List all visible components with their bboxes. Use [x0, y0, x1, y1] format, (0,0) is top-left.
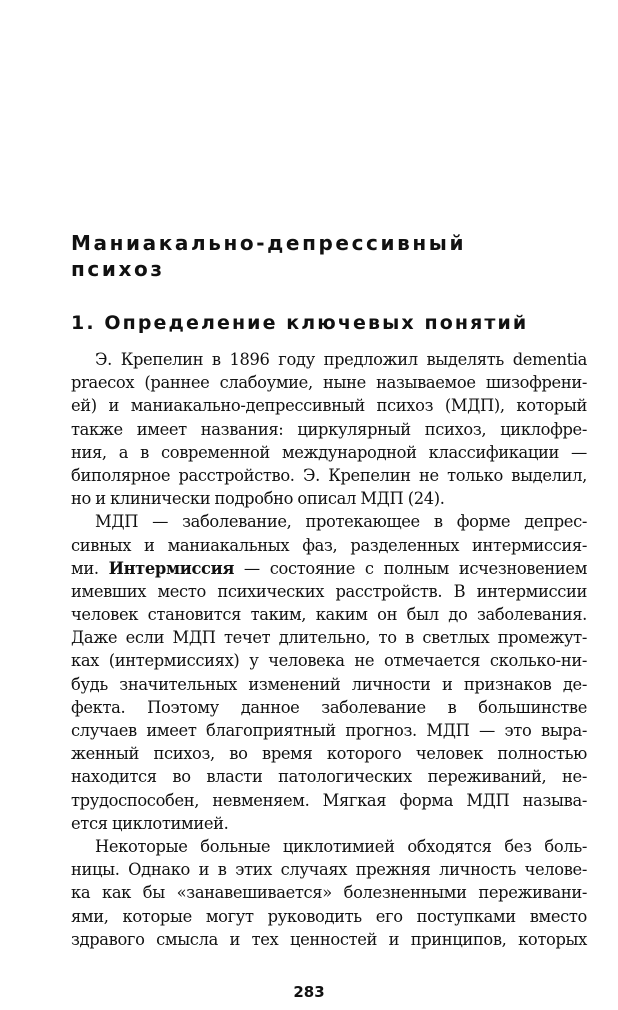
text-line: находится во власти патологических переживаний, не-	[71, 767, 587, 787]
chapter-title	[71, 230, 551, 282]
text-line: МДП — заболевание, протекающее в форме депрес-	[95, 512, 587, 532]
paragraph-3	[71, 835, 587, 951]
text-line: praecox (раннее слабоумие, ныне называемое шизофрени-	[71, 373, 587, 393]
chapter-title-line-1: Маниакально-депрессивный	[71, 231, 467, 255]
text-line: ями, которые могут руководить его поступками вместо	[71, 906, 587, 926]
paragraph-1	[71, 348, 587, 510]
text-line: трудоспособен, невменяем. Мягкая форма МДП называ-	[71, 790, 587, 810]
text-line: биполярное расстройство. Э. Крепелин не только выделил,	[71, 465, 587, 485]
paragraph-2	[71, 510, 587, 835]
text-line: Э. Крепелин в 1896 году предложил выделять dementia	[95, 350, 587, 369]
text-line: Даже если МДП течет длительно, то в светлых промежут-	[71, 628, 587, 648]
page-number: 283	[293, 983, 325, 1001]
text-line: имевших место психических расстройств. В интермиссии	[71, 581, 587, 601]
text-line: случаев имеет благоприятный прогноз. МДП — это выра-	[71, 721, 587, 740]
text-line: женный психоз, во время которого человек полностью	[71, 744, 587, 764]
text-line: ках (интермиссиях) у человека не отмечается сколько-ни-	[71, 651, 587, 671]
text-line: будь значительных изменений личности и признаков де-	[71, 674, 587, 694]
section-heading: 1. Определение ключевых понятий	[71, 312, 529, 334]
text-line: человек становится таким, каким он был до заболевания.	[71, 605, 587, 625]
text-line: сивных и маниакальных фаз, разделенных интермиссия-	[71, 535, 587, 555]
text-fragment: ми.	[71, 558, 99, 578]
term-intermission: Интермиссия	[108, 558, 234, 578]
text-line: но и клинически подробно описал МДП (24).	[71, 489, 445, 509]
text-line: также имеет названия: циркулярный психоз, циклофре-	[71, 419, 587, 439]
text-line: ния, а в современной международной классификации —	[71, 442, 587, 462]
chapter-title-line-2: психоз	[71, 257, 165, 281]
text-fragment: — состояние с полным исчезновением	[243, 558, 588, 578]
text-line: ка как бы «занавешивается» болезненными переживани-	[71, 883, 587, 903]
text-line: ницы. Однако и в этих случаях прежняя личность челове-	[71, 860, 587, 880]
text-line: здравого смысла и тех ценностей и принципов, которых	[71, 929, 587, 949]
text-line: Некоторые больные циклотимией обходятся без боль-	[95, 836, 587, 856]
text-line: ей) и маниакально-депрессивный психоз (МДП), который	[71, 396, 587, 416]
body-text	[71, 348, 587, 951]
text-line-with-term	[71, 557, 587, 580]
text-line: ется циклотимией.	[71, 813, 229, 833]
text-line: фекта. Поэтому данное заболевание в большинстве	[71, 697, 587, 717]
